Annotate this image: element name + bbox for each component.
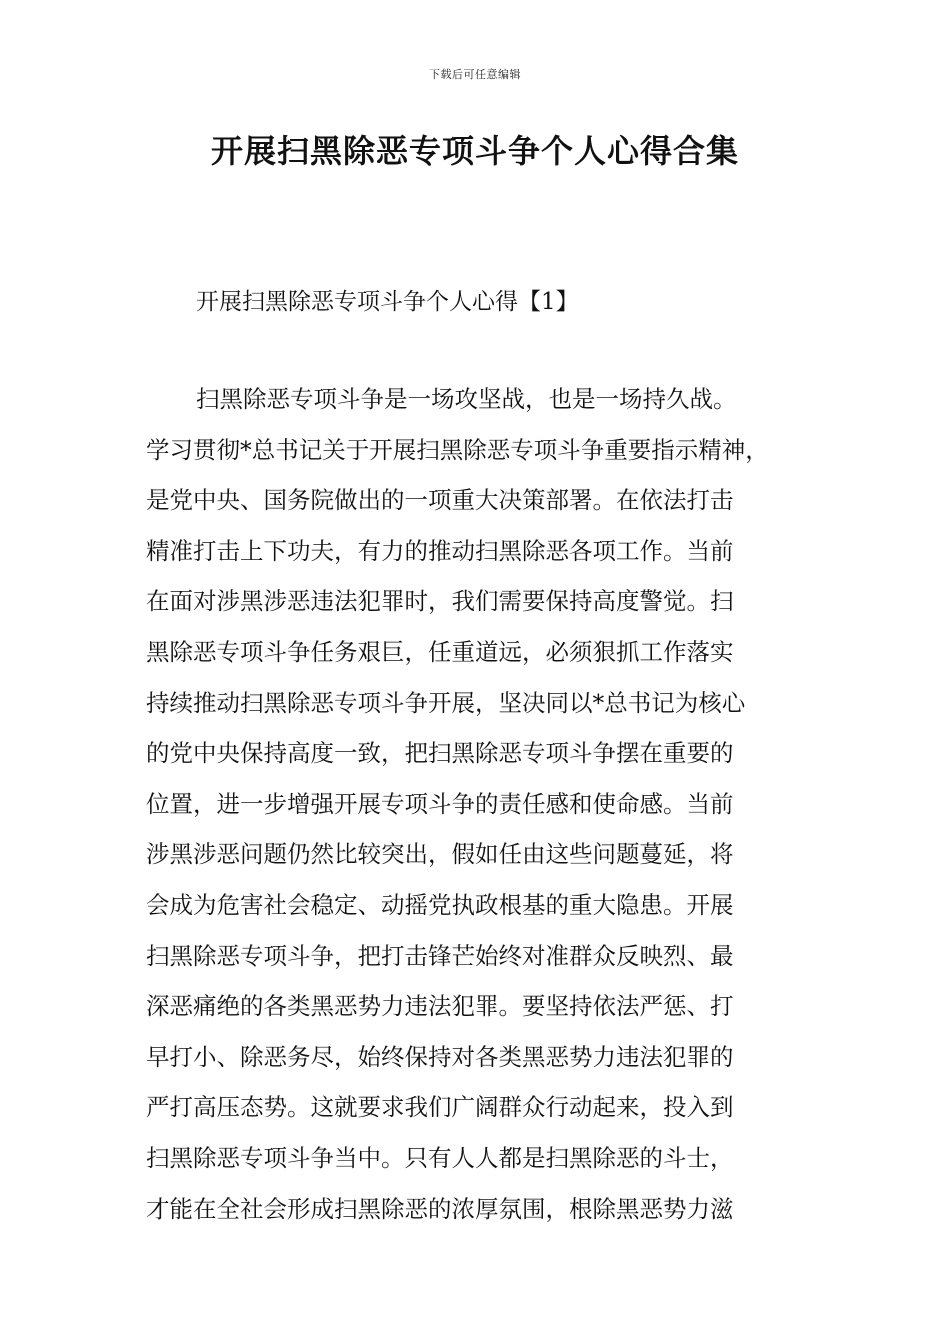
- paragraph-line: 严打高压态势。这就要求我们广阔群众行动起来，投入到: [146, 1093, 734, 1122]
- paragraph-line: 的党中央保持高度一致，把扫黑除恶专项斗争摆在重要的: [146, 739, 734, 768]
- paragraph-line: 会成为危害社会稳定、动摇党执政根基的重大隐患。开展: [146, 890, 734, 919]
- paragraph-line: 扫黑除恶专项斗争当中。只有人人都是扫黑除恶的斗士，: [146, 1143, 734, 1172]
- paragraph-line: 持续推动扫黑除恶专项斗争开展，坚决同以*总书记为核心: [146, 688, 746, 717]
- paragraph-line: 精准打击上下功夫，有力的推动扫黑除恶各项工作。当前: [146, 536, 734, 565]
- paragraph-line: 学习贯彻*总书记关于开展扫黑除恶专项斗争重要指示精神，: [146, 435, 769, 464]
- paragraph-line: 扫黑除恶专项斗争，把打击锋芒始终对准群众反映烈、最: [146, 941, 734, 970]
- paragraph-line: 在面对涉黑涉恶违法犯罪时，我们需要保持高度警觉。扫: [146, 587, 734, 616]
- section-heading: 开展扫黑除恶专项斗争个人心得【1】: [196, 289, 579, 315]
- paragraph-line: 才能在全社会形成扫黑除恶的浓厚氛围，根除黑恶势力滋: [146, 1194, 734, 1223]
- header-note: 下载后可任意编辑: [429, 68, 521, 81]
- paragraph-line: 位置，进一步增强开展专项斗争的责任感和使命感。当前: [146, 789, 734, 818]
- paragraph-line: 黑除恶专项斗争任务艰巨，任重道远，必须狠抓工作落实: [146, 637, 734, 666]
- body-paragraph: [146, 380, 826, 1240]
- paragraph-line: 扫黑除恶专项斗争是一场攻坚战，也是一场持久战。: [196, 385, 737, 413]
- paragraph-line: 涉黑涉恶问题仍然比较突出，假如任由这些问题蔓延，将: [146, 840, 734, 869]
- paragraph-line: 深恶痛绝的各类黑恶势力违法犯罪。要坚持依法严惩、打: [146, 992, 734, 1021]
- document-title: 开展扫黑除恶专项斗争个人心得合集: [210, 132, 739, 170]
- paragraph-line: 早打小、除恶务尽，始终保持对各类黑恶势力违法犯罪的: [146, 1042, 734, 1071]
- paragraph-line: 是党中央、国务院做出的一项重大决策部署。在依法打击: [146, 486, 734, 515]
